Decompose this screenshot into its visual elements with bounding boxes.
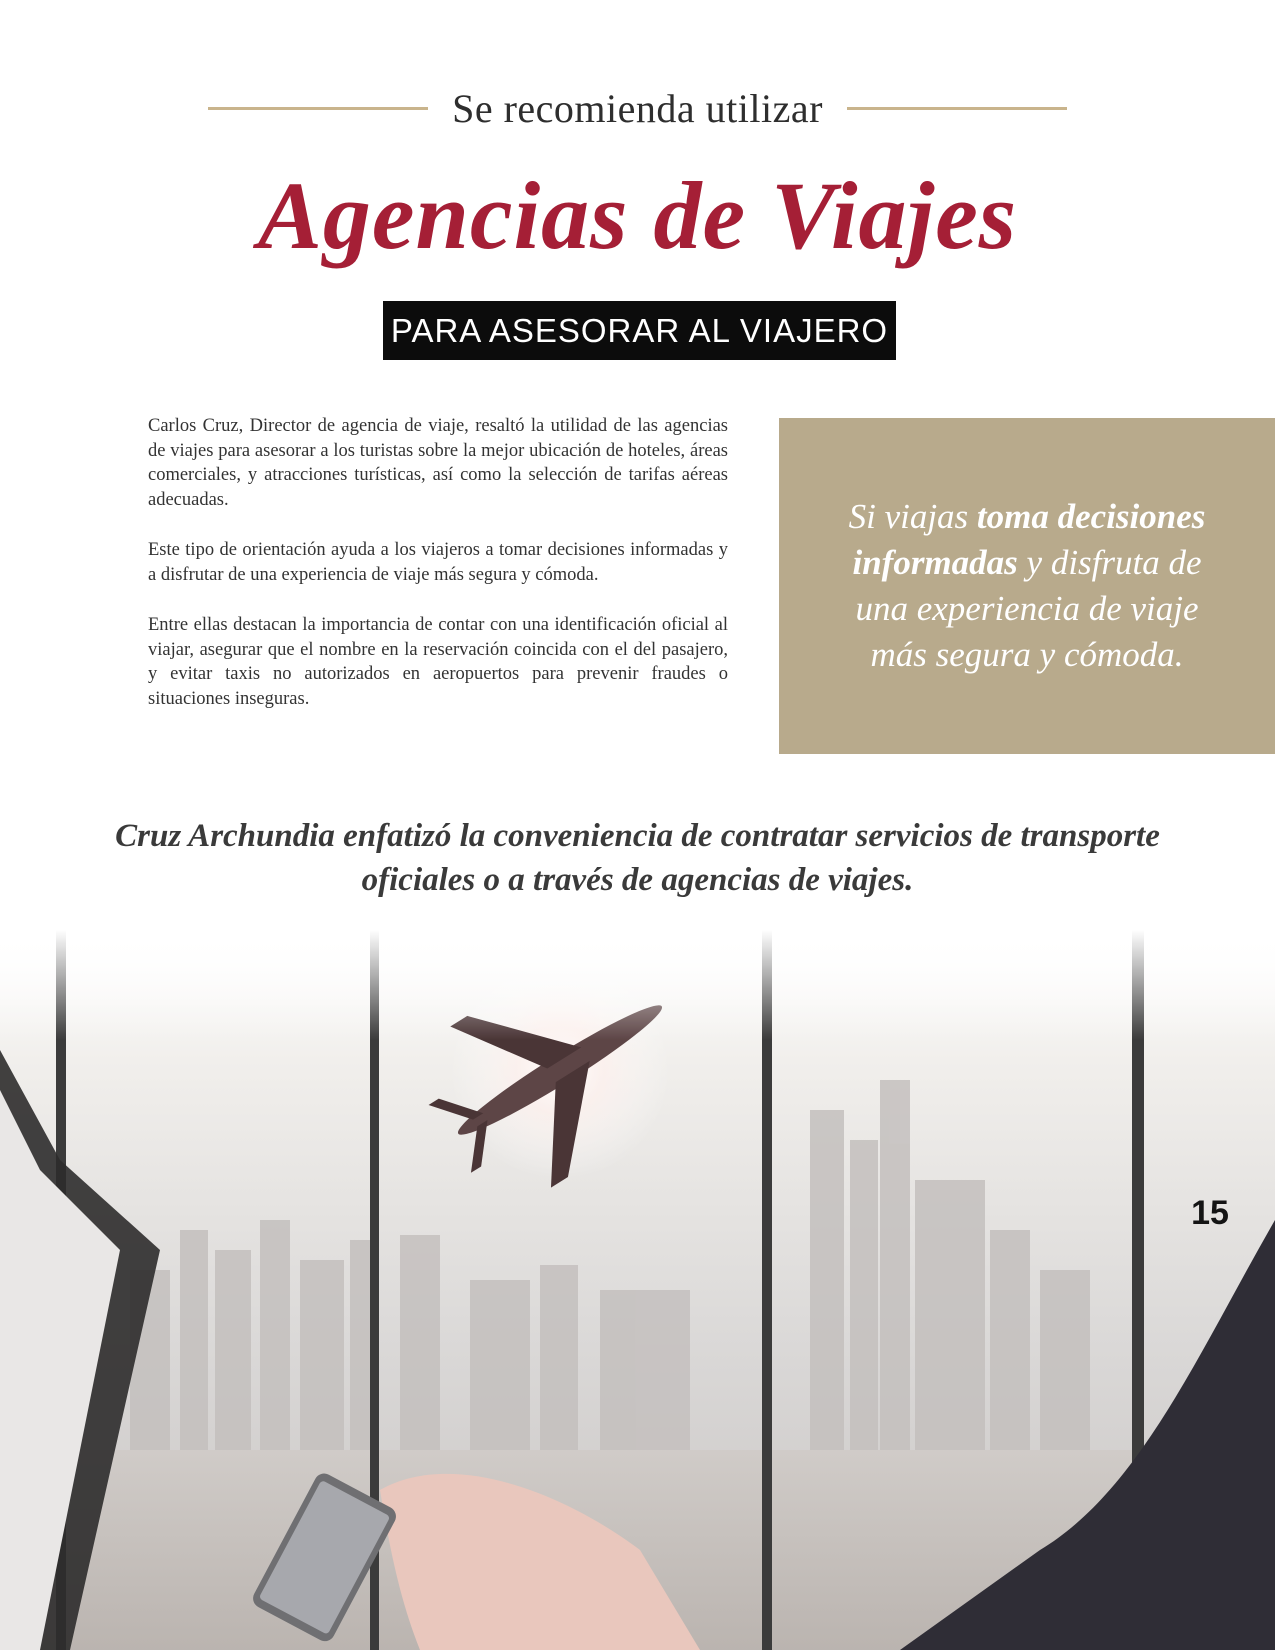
left-decorative-rule	[208, 107, 428, 110]
page-title: Agencias de Viajes	[257, 162, 1018, 269]
pre-title: Se recomienda utilizar	[452, 85, 823, 131]
callout-rest: y disfruta de una experiencia de viaje más segura y cómoda.	[855, 543, 1202, 674]
callout-lead: Si viajas	[848, 497, 977, 536]
pre-title-row	[0, 78, 1275, 138]
callout-text	[827, 494, 1227, 678]
callout-emphasis: toma decisiones informadas	[852, 497, 1206, 582]
paragraph-2: Este tipo de orientación ayuda a los viajeros a tomar decisiones informadas y a disfrutar de una experiencia de viaje más segura y cómoda.	[148, 540, 728, 585]
pull-quote: Cruz Archundia enfatizó la conveniencia de contratar servicios de transporte oficiales o a través de agencias de viajes.	[115, 818, 1160, 898]
paragraph-3: Entre ellas destacan la importancia de contar con una identificación oficial al viajar, asegurar que el nombre en la reservación coincida con el del pasajero, y evitar taxis no autorizados en aeropuertos para prevenir fraudes o situaciones inseguras.	[148, 615, 728, 709]
airplane-city-photo	[0, 930, 1275, 1650]
article-body	[148, 414, 728, 737]
callout-box	[779, 418, 1275, 754]
page-number: 15	[1191, 1193, 1229, 1232]
paragraph-1: Carlos Cruz, Director de agencia de viaje, resaltó la utilidad de las agencias de viajes para asesorar a los turistas sobre la mejor ubicación de hoteles, áreas comerciales, y atracciones turísticas, así como la selección de tarifas aéreas adecuadas.	[148, 416, 728, 510]
photo-illustration	[0, 930, 1275, 1650]
subtitle-band	[383, 301, 896, 360]
subtitle: PARA ASESORAR AL VIAJERO	[390, 311, 889, 349]
right-decorative-rule	[847, 107, 1067, 110]
